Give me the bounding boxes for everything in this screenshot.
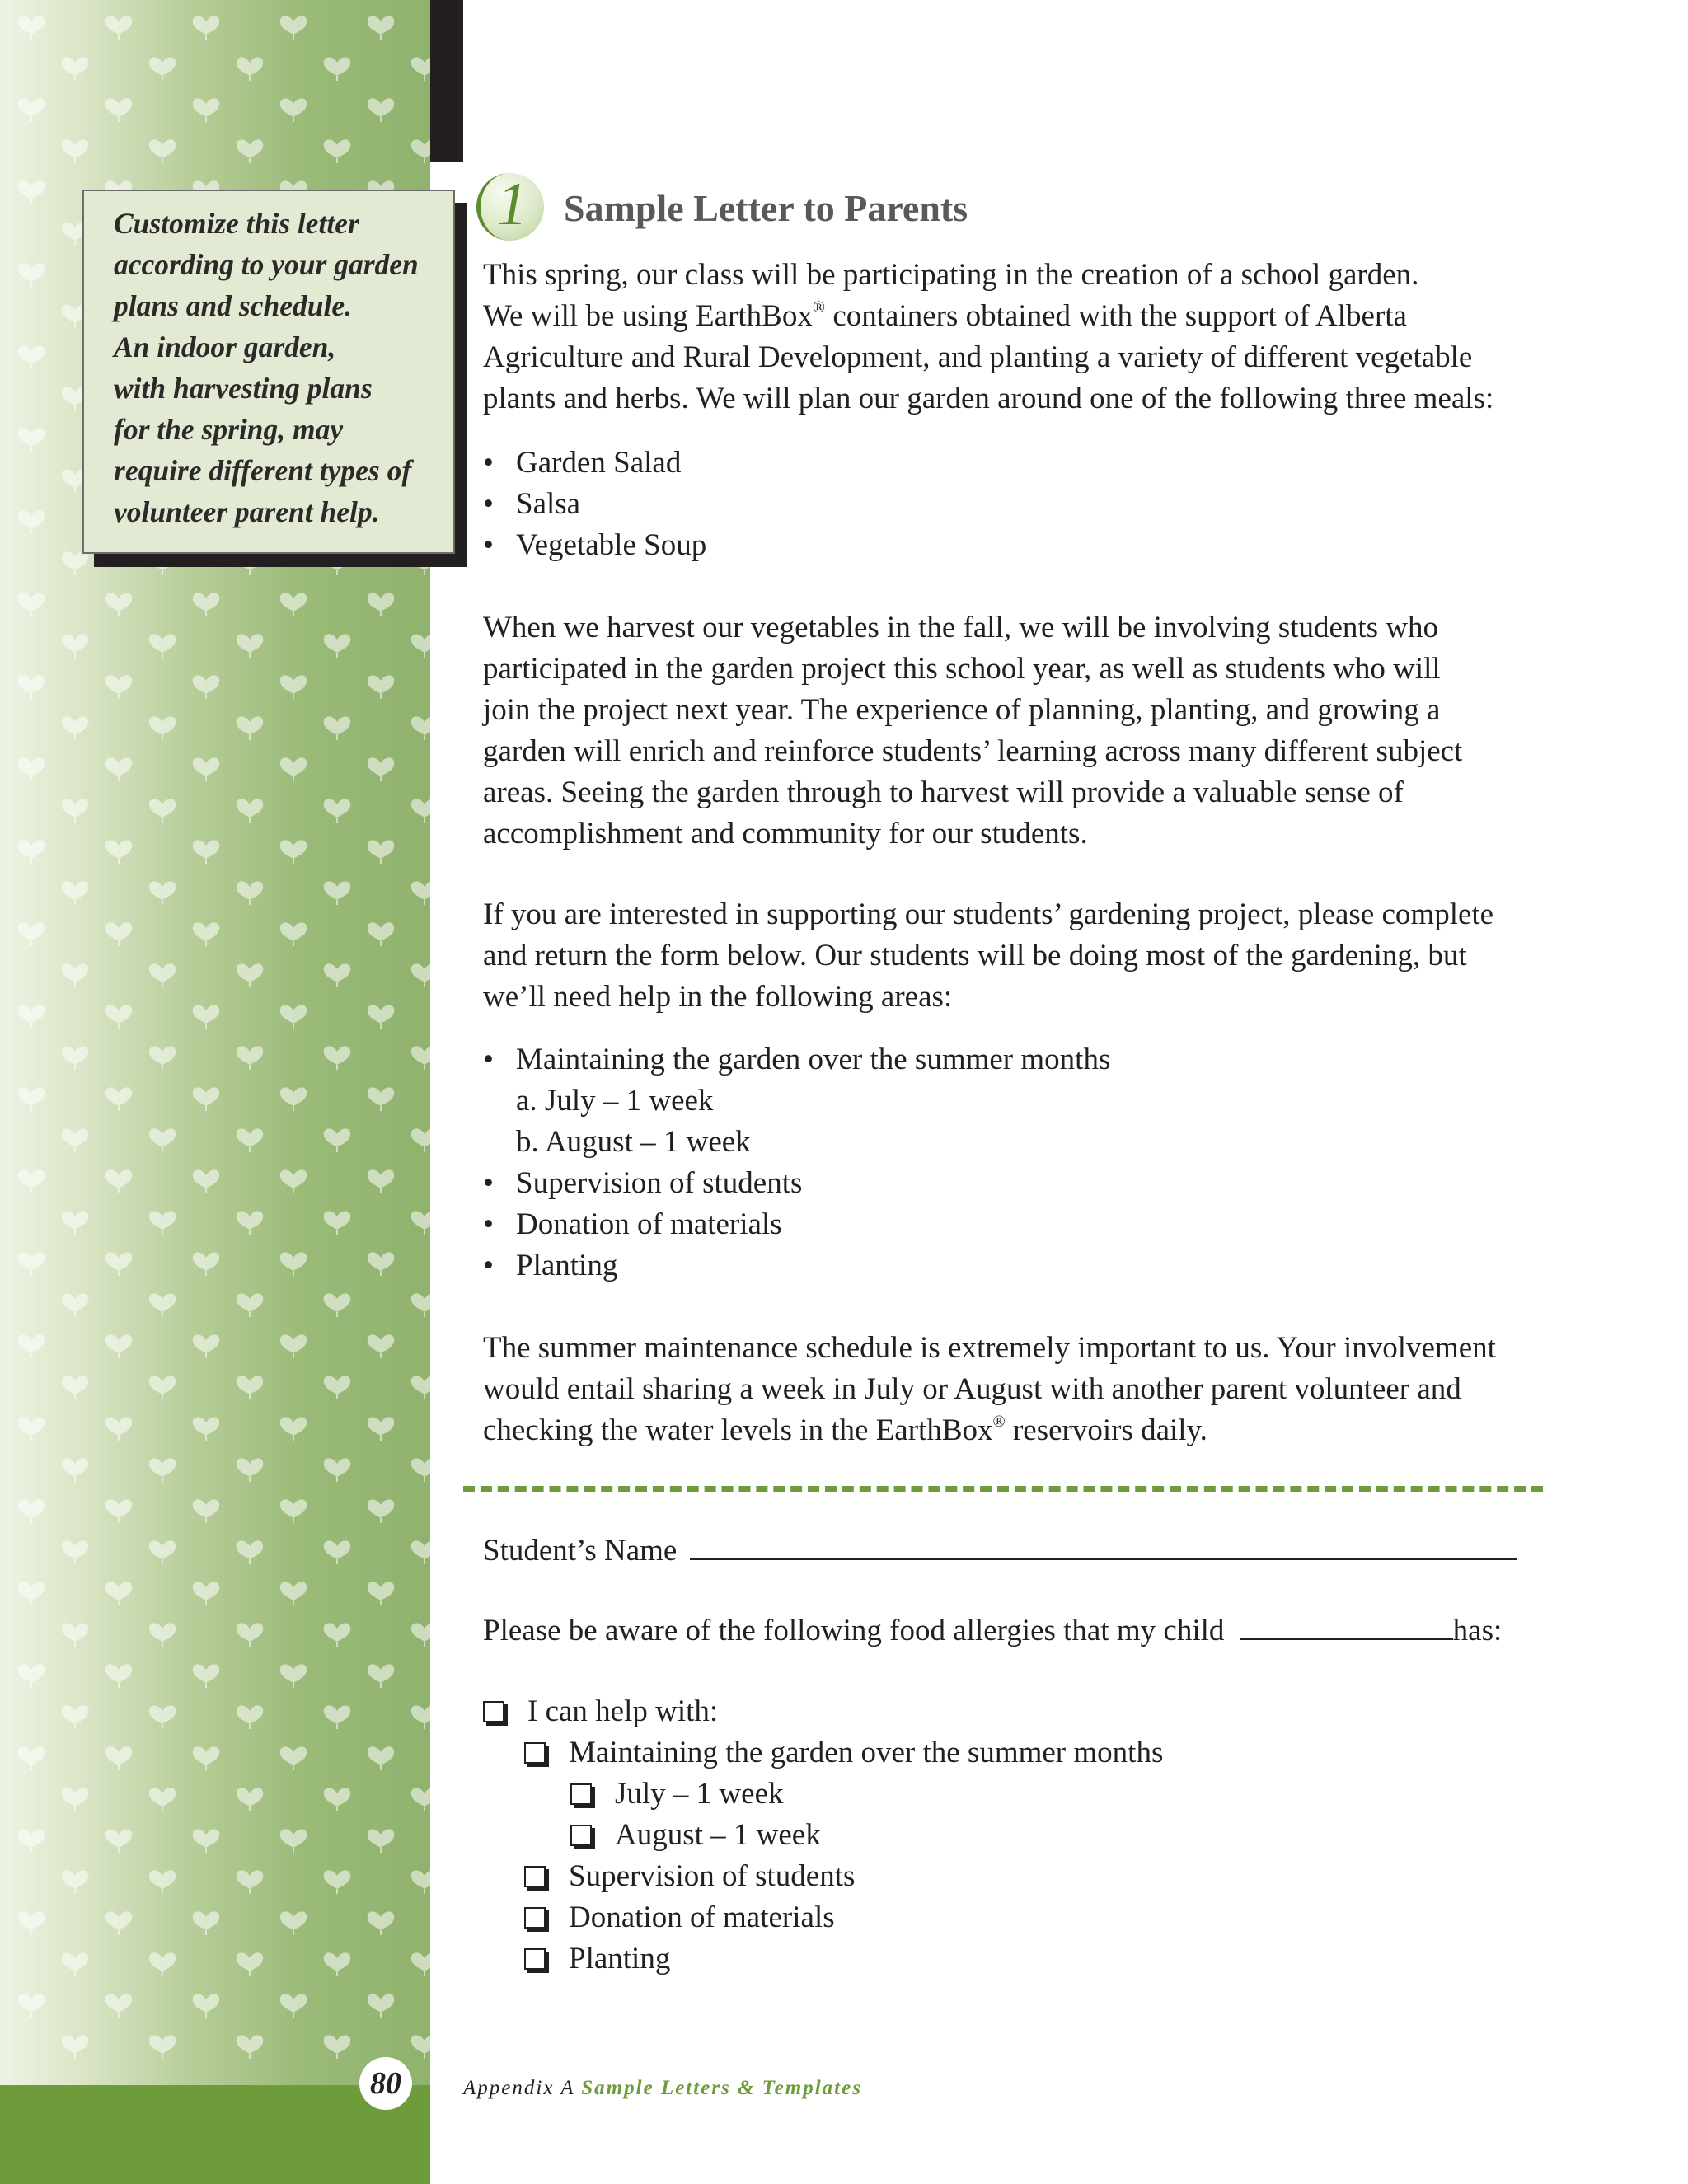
text-line: checking the water levels in the EarthBox® reservoirs daily. — [483, 1413, 1207, 1447]
text-line: We will be using EarthBox® containers obtained with the support of Alberta — [483, 298, 1407, 333]
checkbox-label: I can help with: — [528, 1694, 719, 1728]
text-line: If you are interested in supporting our students’ gardening project, please complete — [483, 898, 1494, 931]
list-item: • Salsa — [483, 487, 581, 521]
harvest-paragraph — [483, 607, 1554, 855]
note-line: Customize this letter — [114, 207, 359, 240]
customize-note — [82, 190, 455, 554]
text-line: participated in the garden project this school year, as well as students who will — [483, 652, 1441, 686]
allergy-text: Please be aware of the following food allergies that my child — [483, 1614, 1225, 1647]
checkbox-row — [483, 1856, 1163, 1897]
text-line: we’ll need help in the following areas: — [483, 980, 953, 1014]
text-line: and return the form below. Our students will be doing most of the gardening, but — [483, 939, 1467, 972]
note-line: plans and schedule. — [114, 289, 352, 322]
checkbox-row — [483, 1938, 1163, 1980]
checkbox-row — [483, 1815, 1163, 1856]
maintaining-checkbox[interactable] — [524, 1742, 546, 1764]
dark-accent-strip — [430, 0, 463, 162]
list-subitem: b. August – 1 week — [516, 1125, 751, 1159]
volunteer-checklist — [483, 1691, 1163, 1980]
text-line: would entail sharing a week in July or August with another parent volunteer and — [483, 1372, 1461, 1406]
page-number: 80 — [359, 2057, 412, 2110]
allergy-suffix: has: — [1452, 1614, 1503, 1647]
supervision-checkbox[interactable] — [524, 1866, 546, 1887]
meals-list — [483, 443, 706, 566]
text-line: join the project next year. The experience of planning, planting, and growing a — [483, 693, 1441, 727]
list-item: • Maintaining the garden over the summer months — [483, 1043, 1111, 1076]
text-line: The summer maintenance schedule is extremely important to us. Your involvement — [483, 1331, 1496, 1365]
help-checkbox[interactable] — [483, 1701, 504, 1722]
cut-line-divider — [463, 1486, 1543, 1492]
student-name-field[interactable] — [690, 1533, 1517, 1560]
list-subitem: a. July – 1 week — [516, 1084, 714, 1118]
planting-checkbox[interactable] — [524, 1948, 546, 1970]
list-item: • Garden Salad — [483, 446, 682, 480]
registered-mark: ® — [992, 1413, 1006, 1431]
list-item: • Supervision of students — [483, 1166, 803, 1200]
checkbox-row — [483, 1691, 1163, 1732]
text-line: Agriculture and Rural Development, and planting a variety of different vegetable — [483, 340, 1473, 374]
schedule-paragraph — [483, 1328, 1554, 1451]
checkbox-label: Supervision of students — [569, 1859, 856, 1893]
student-name-row — [483, 1530, 1554, 1572]
text-line: areas. Seeing the garden through to harvest will provide a valuable sense of — [483, 776, 1404, 809]
checkbox-label: Maintaining the garden over the summer months — [569, 1736, 1164, 1769]
list-item: • Planting — [483, 1249, 618, 1282]
note-line: according to your garden — [114, 248, 419, 281]
registered-mark: ® — [812, 298, 826, 316]
student-name-label: Student’s Name — [483, 1534, 678, 1568]
text-line: When we harvest our vegetables in the fall, we will be involving students who — [483, 611, 1439, 644]
footer-section: Sample Letters & Templates — [581, 2077, 862, 2099]
list-item: • Vegetable Soup — [483, 528, 707, 562]
footer-prefix: Appendix A — [463, 2077, 575, 2099]
child-allergy-field[interactable] — [1240, 1613, 1453, 1640]
text-line: accomplishment and community for our students. — [483, 817, 1088, 851]
note-line: volunteer parent help. — [114, 495, 380, 528]
note-line: An indoor garden, — [114, 330, 336, 363]
note-line: with harvesting plans — [114, 372, 373, 405]
intro-paragraph — [483, 255, 1554, 419]
allergy-row — [483, 1610, 1554, 1652]
checkbox-row — [483, 1897, 1163, 1938]
text-line: This spring, our class will be participating in the creation of a school garden. — [483, 258, 1419, 292]
august-checkbox[interactable] — [570, 1825, 592, 1846]
text-line: plants and herbs. We will plan our garden around one of the following three meals: — [483, 382, 1494, 415]
donation-checkbox[interactable] — [524, 1907, 546, 1929]
section-number: 1 — [497, 171, 528, 238]
list-item: • Donation of materials — [483, 1207, 782, 1241]
support-paragraph — [483, 894, 1554, 1018]
checkbox-label: August – 1 week — [615, 1818, 821, 1852]
checkbox-label: July – 1 week — [615, 1777, 784, 1811]
checkbox-label: Planting — [569, 1942, 671, 1975]
note-line: for the spring, may — [114, 413, 344, 446]
running-footer — [463, 2077, 862, 2100]
checkbox-row — [483, 1774, 1163, 1815]
july-checkbox[interactable] — [570, 1783, 592, 1805]
checkbox-row — [483, 1732, 1163, 1774]
section-number-badge — [476, 173, 544, 241]
help-areas-list — [483, 1039, 1110, 1286]
note-line: require different types of — [114, 454, 412, 487]
text-line: garden will enrich and reinforce students’ learning across many different subject — [483, 734, 1463, 768]
page-title: Sample Letter to Parents — [564, 187, 968, 229]
checkbox-label: Donation of materials — [569, 1900, 835, 1934]
